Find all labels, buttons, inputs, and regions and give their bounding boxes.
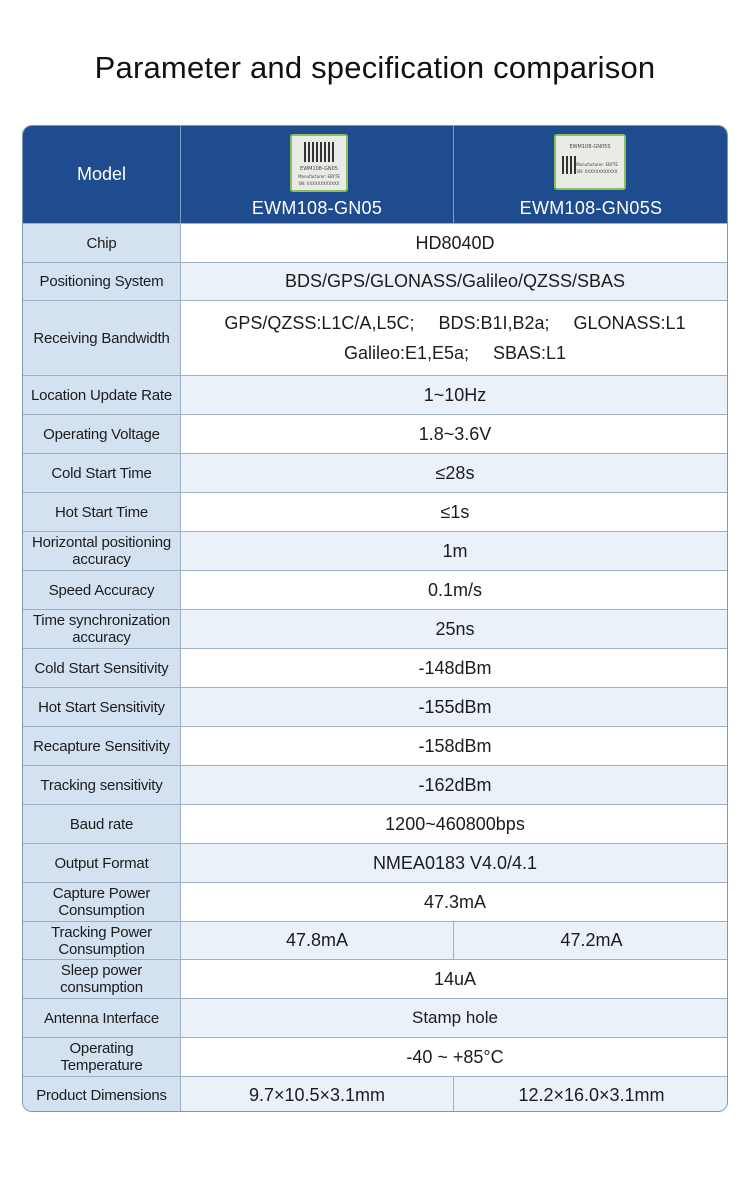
table-header [23,126,728,223]
product-column-gn05s [454,126,728,223]
table-row: Location Update Rate 1~10Hz [23,375,728,414]
table-row: Capture Power Consumption 47.3mA [23,882,728,921]
table-row: Chip HD8040D [23,223,728,262]
table-row: Cold Start Time ≤28s [23,453,728,492]
product-name-gn05: EWM108-GN05 [251,198,383,218]
table-row: Speed Accuracy 0.1m/s [23,570,728,609]
table-row: Receiving Bandwidth GPS/QZSS:L1C/A,L5C; BDS:B1I,B2a; GLONASS:L1 Galileo:E1,E5a; SBAS:L1 [23,300,728,375]
table-row: Recapture Sensitivity -158dBm [23,726,728,765]
gn05s-module-image: EWM108-GN05S Manufacturer: EBYTE SN: XXXXXXXXXXXX [554,134,626,190]
table-row: Baud rate 1200~460800bps [23,804,728,843]
table-row: Hot Start Sensitivity -155dBm [23,687,728,726]
table-row: Product Dimensions 9.7×10.5×3.1mm 12.2×16.0×3.1mm [23,1076,728,1112]
table-row: Tracking Power Consumption 47.8mA 47.2mA [23,921,728,959]
product-name-gn05s: EWM108-GN05S [519,198,663,218]
table-row: Operating Voltage 1.8~3.6V [23,414,728,453]
table-row: Hot Start Time ≤1s [23,492,728,531]
table-row: Output Format NMEA0183 V4.0/4.1 [23,843,728,882]
spec-table [22,125,728,1112]
product-column-gn05 [180,126,454,223]
table-row: Positioning System BDS/GPS/GLONASS/Galileo/QZSS/SBAS [23,262,728,300]
table-row: Operating Temperature -40 ~ +85°C [23,1037,728,1076]
page-title: Parameter and specification comparison [94,50,656,85]
model-header-label: Model [76,164,127,184]
table-row: Antenna Interface Stamp hole [23,998,728,1037]
table-row: Sleep power consumption 14uA [23,959,728,998]
table-row: Time synchronization accuracy 25ns [23,609,728,648]
table-row: Horizontal positioning accuracy 1m [23,531,728,570]
gn05-module-image: EWM108-GN05 Manufacturer: EBYTE SN: XXXXXXXXXXXX [290,134,348,192]
table-row: Cold Start Sensitivity -148dBm [23,648,728,687]
table-row: Tracking sensitivity -162dBm [23,765,728,804]
